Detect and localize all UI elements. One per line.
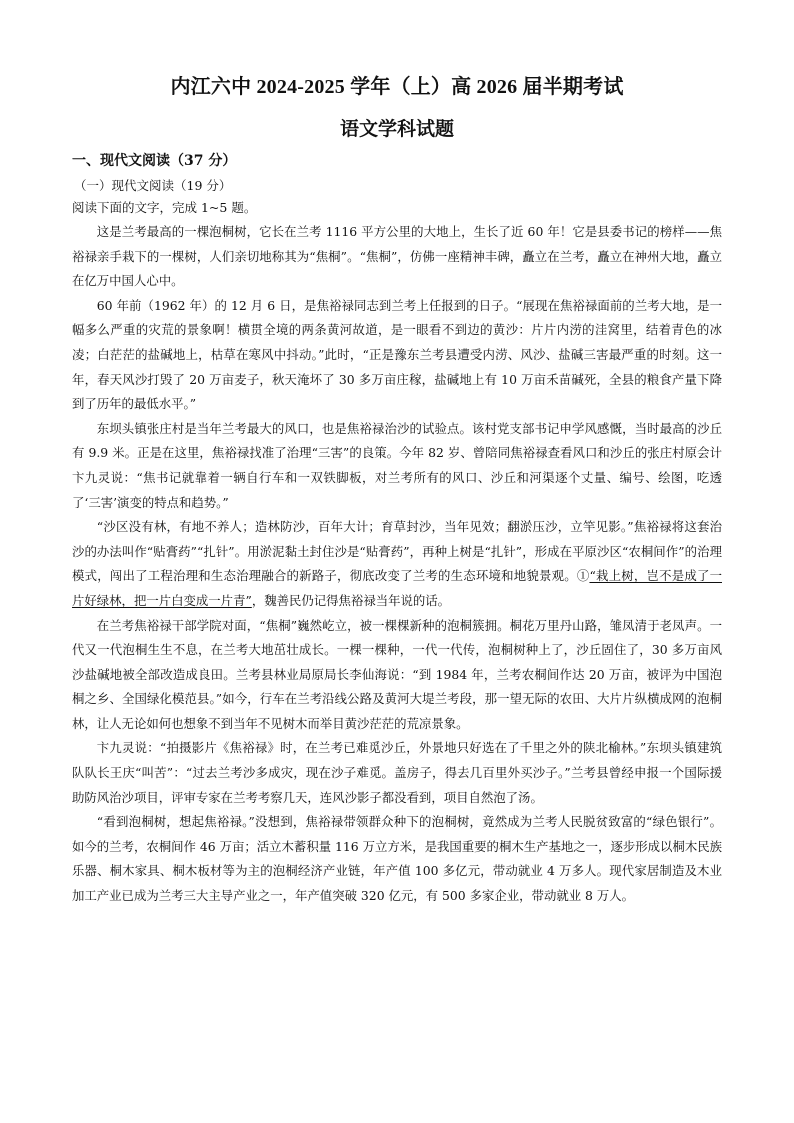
sub-heading: （一）现代文阅读（19 分） [74,178,232,193]
underlined-quote: “栽上树，岂不是成了一片好绿林，把一片白变成一片青” [72,568,722,608]
quote-marker: ① [576,568,590,584]
paragraph-6: 卞九灵说：“拍摄影片《焦裕禄》时，在兰考已难觅沙丘，外景地只好选在了千里之外的陕北榆林。”东坝头镇建筑队队长王庆“叫苦”：“过去兰考沙多成灾，现在沙子难觅。盖房子，得去几百里外买沙子。”兰考县曾经申报一个国际援助防风治沙项目，评审专家在兰考考察几天，连风沙影子都没看到，项目自然泡了汤。 [72,740,722,805]
quote-tail: ，魏善民仍记得焦裕禄当年说的话。 [251,592,451,608]
exam-title: 内江六中 2024-2025 学年（上）高 2026 届半期考试 [170,76,624,98]
paragraph-4-text: “沙区没有林，有地不养人；造林防沙，百年大计；育草封沙，当年见效；翻淤压沙，立竿见影。”焦裕禄将这套治沙的办法叫作“贴膏药”“扎针”。用淤泥黏土封住沙是“贴膏药”，再种上树是“扎针”，形成在平原沙区“农桐间作”的治理模式，闯出了工程治理和生态治理融合的新路子，彻底改变了兰考的生态环境和地貌景观。 [72,519,722,584]
paragraph-7: “看到泡桐树，想起焦裕禄。”没想到，焦裕禄带领群众种下的泡桐树，竟然成为兰考人民脱贫致富的“绿色银行”。如今的兰考，农桐间作 46 万亩；活立木蓄积量 116 万立方米，是我国重要的桐木生产基地之一，逐步形成以桐木民族乐器、桐木家具、桐木板材等为主的泡桐经济产业链，年产值 100 多亿元，带动就业 4 万多人。现代家居制造及木业加工产业已成为兰考三大主导产业之一，年产值突破 320 亿元，有 500 多家企业，带动就业 8 万人。 [72,814,722,904]
paragraph-2: 60 年前（1962 年）的 12 月 6 日，是焦裕禄同志到兰考上任报到的日子。“展现在焦裕禄面前的兰考大地，是一幅多么严重的灾荒的景象啊！横贯全境的两条黄河故道，是一眼看不到边的黄沙：片片内涝的洼窝里，结着青色的冰凌；白茫茫的盐碱地上，枯草在寒风中抖动。”此时，“正是豫东兰考县遭受内涝、风沙、盐碱三害最严重的时刻。这一年，春天风沙打毁了 20 万亩麦子，秋天淹坏了 30 多万亩庄稼，盐碱地上有 10 万亩禾苗碱死，全县的粮食产量下降到了历年的最低水平。” [72,297,722,412]
paragraph-3: 东坝头镇张庄村是当年兰考最大的风口，也是焦裕禄治沙的试验点。该村党支部书记申学风感慨，当时最高的沙丘有 9.9 米。正是在这里，焦裕禄找准了治理“三害”的良策。今年 82 岁、曾陪同焦裕禄查看风口和沙丘的张庄村原会计卞九灵说：“焦书记就靠着一辆自行车和一双铁脚板，对兰考所有的风口、沙丘和河渠逐个丈量、编号、绘图，吃透了‘三害’演变的特点和趋势。” [72,420,722,510]
reading-instruction: 阅读下面的文字，完成 1~5 题。 [72,200,257,215]
paragraph-5: 在兰考焦裕禄干部学院对面，“焦桐”巍然屹立，被一棵棵新种的泡桐簇拥。桐花万里丹山路，雏凤清于老凤声。一代又一代泡桐生生不息，在兰考大地茁壮成长。一棵一棵种，一代一代传，泡桐树种上了，沙丘固住了，30 多万亩风沙盐碱地被全部改造成良田。兰考县林业局原局长李仙海说：“到 1984 年，兰考农桐间作达 20 万亩，被评为中国泡桐之乡、全国绿化模范县。”如今，行车在兰考沿线公路及黄河大堤兰考段，那一望无际的农田、大片片纵横成网的泡桐林，让人无论如何也想象不到当年不见树木而举目黄沙茫茫的荒凉景象。 [72,617,722,731]
paragraph-4 [72,515,722,613]
reading-passage [72,220,722,909]
section-heading: 一、现代文阅读（37 分） [72,153,237,169]
paragraph-1: 这是兰考最高的一棵泡桐树，它长在兰考 1116 平方公里的大地上，生长了近 60 年！它是县委书记的榜样——焦裕禄亲手栽下的一棵树，人们亲切地称其为“焦桐”。“焦桐”，仿佛一座精神丰碑，矗立在兰考，矗立在神州大地，矗立在亿万中国人心中。 [72,224,722,289]
exam-subtitle: 语文学科试题 [339,118,454,140]
